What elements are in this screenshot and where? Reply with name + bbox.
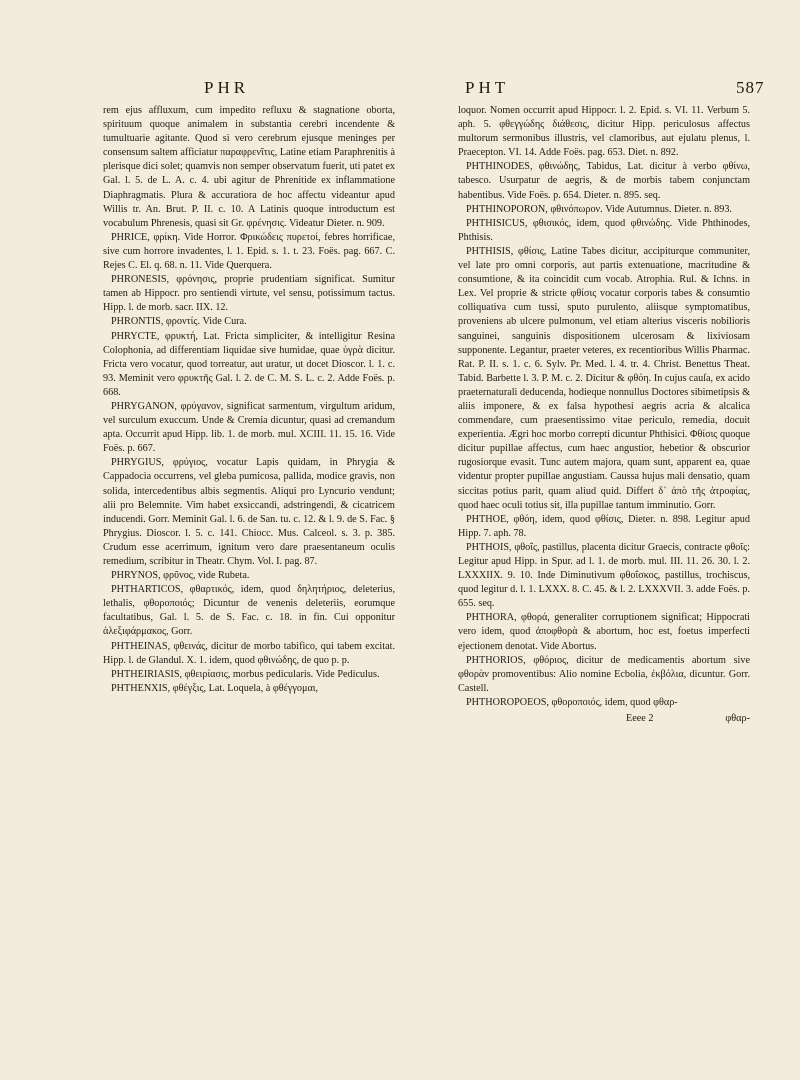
- dictionary-entry: PHTHEINAS, φθεινάς, dicitur de morbo tabifico, qui tabem excitat. Hipp. l. de Glandul. X. 1. idem, quod φθινώδης, de quo p. p.: [103, 640, 395, 666]
- signature-mark: Eeee 2: [625, 713, 654, 725]
- dictionary-entry: PHTHEIRIASIS, φθειρίασις, morbus pedicularis. Vide Pediculus.: [111, 668, 380, 680]
- dictionary-entry: PHTHISICUS, φθισικός, idem, quod φθινώδης. Vide Phthinodes, Phthisis.: [458, 217, 750, 243]
- dictionary-entry: PHRYCTE, φρυκτή, Lat. Fricta simpliciter, & intelligitur Resina Colophonia, ad differentiam liquidae sive humidae, quae ὑγρὰ dicitur. Fricta vero vocatur, quod torreatur, aut uratur, ut docet Dioscor. l. 1. c. 93. Meminit vero φρυκτῆς Gal. l. 2. de C. M. S. L. c. 2. Adde Foës. p. 668.: [103, 330, 395, 398]
- dictionary-entry: PHRONESIS, φρόνησις, proprie prudentiam significat. Sumitur tamen ab Hippocr. pro sentiendi virtute, vel sensu, potissimum tactus. Hipp. l. de morb. sacr. IIX. 12.: [103, 274, 395, 314]
- dictionary-entry: PHTHISIS, φθίσις, Latine Tabes dicitur, accipiturque communiter, vel late pro omni corporis, aut partis extenuatione, macritudine & consumtione, & ita coincidit cum vocab. Atrophia. Rul. & Ichns. in Lex. Vel proprie & stricte φθίσις vocatur corporis tabes & consumtio colliquativa cum tussi, sputo purulento, aliisque symptomatibus, proveniens ab ulcere pulmonum, vel etiam alterius visceris nobilioris sanguinei, sanguinis dispositionem ulcerosam & lixiviosam supponente. Legantur, praeter veteres, ex recentioribus Willis Pharmac. Rat. P. II. s. 1. c. 6. Sylv. Pr. Med. l. 4. tr. 4. Christ. Benettus Theat. Tabid. Barbette l. 3. P. M. c. 2. Dicitur & φθόη. In cujus cauſa, ex acido praeternaturali deducenda, hodieque nonnullus Doctores sibimetipsis & aliis imponere, & ex falsa hypothesi aegris acria & alcalica commendare, cum praesentissimo vitae periculo, remedia, docuit experientia. Ægri hoc morbo correpti dicuntur Phthisici. Φθίσις quoque dicitur pupillae affectus, cum haec angustior, hebetior & obscurior rugosiorque evasit. Tunc autem majora, quam sunt, apparent ea, quae videntur propter pupillae angustiam. Caussa hujus mali densatio, quam siccitas potius parit, quam aliud quid. Differt δ᾽ ἀπὸ τῆς ἀτροφίας, quod haec oculi totius sit, illa pupillae tantum imminutio. Gorr.: [458, 245, 750, 511]
- dictionary-entry: PHTHOIS, φθοΐς, pastillus, placenta dicitur Graecis, contracte φθοῖς: Legitur apud Hipp. in Spur. ad l. 1. de morb. mul. III. 11. 26. 30. l. 2. LXXXIIX. 9. 10. Inde Diminutivum φθοΐσκος, pastillus, trochiscus, quod legitur d. l. 1. LXXX. 8. C. 45. & l. 2. LXXXVII. 3. adde Foës. p. 655. seq.: [458, 541, 750, 610]
- dictionary-entry: rem ejus affluxum, cum impedito refluxu & stagnatione oborta, spirituum quoque animalem in substantia cerebri incendente & tumultuarie agitante. Quod si vero cerebrum ejusque meninges per consensum saltem afficiatur παραφρενῖτις, Latine etiam Paraphrenitis à plerisque dici solet; quamvis non semper observatum fuerit, uti patet ex Gal. l. 5. de L. A. c. 4. ubi agitur de Phrenitide ex inflammatione Diaphragmatis. Plura & accuratiora de hoc affectu videantur apud Willis tr. An. Brut. P. II. c. 10. A Latinis quoque introductum est vocabulum Phrenesis, quasi sit Gr. φρένησις. Videatur Dieter. n. 909.: [103, 105, 395, 229]
- dictionary-entry: PHTHINOPORON, φθινόπωρον. Vide Autumnus. Dieter. n. 893.: [466, 203, 732, 215]
- left-column: [103, 104, 395, 1064]
- dictionary-entry: PHTHOROPOEOS, φθοροποιός, idem, quod φθαρ-: [466, 696, 678, 708]
- dictionary-entry: PHTHENXIS, φθέγξις, Lat. Loquela, à φθέγγομαι,: [111, 682, 319, 694]
- dictionary-entry: PHRONTIS, φροντίς. Vide Cura.: [111, 316, 247, 328]
- running-head-right: PHT: [465, 78, 510, 97]
- dictionary-entry: PHRYNOS, φρῦνος, vide Rubeta.: [111, 570, 250, 582]
- dictionary-entry: loquor. Nomen occurrit apud Hippocr. l. 2. Epid. s. VI. 11. Verbum 5. aph. 5. φθεγγώδης διάθεσις, dicitur Hipp. periculosus affectus multorum sermonibus illustris, vel clamoribus, aut ejulatu plenus, l. Praecepton. VI. 14. Adde Foës. pag. 653. Diet. n. 892.: [458, 105, 750, 159]
- dictionary-entry: PHRYGANON, φρύγανον, significat sarmentum, virgultum aridum, vel surculum exuccum. Unde & Cremia dicuntur, quasi ad cremandum apta. Occurrit apud Hipp. lib. 1. de morb. mul. XCIII. 11. 15. 16. Vide Foës. p. 667.: [103, 400, 395, 455]
- page-number: 587: [736, 78, 765, 97]
- dictionary-entry: PHTHINODES, φθινώδης, Tabidus, Lat. dicitur à verbo φθίνω, tabesco. Usurpatur de aegris, & de morbis tabem conjunctam habentibus. Vide Foës. p. 654. Dieter. n. 895. seq.: [458, 161, 750, 201]
- dictionary-entry: PHTHORIOS, φθόριος, dicitur de medicamentis abortum sive φθορὰν promoventibus: Alio nomine Ecbolia, ἐκβόλια, dicuntur. Gorr. Castell.: [458, 654, 750, 694]
- right-column: [458, 104, 750, 1064]
- page-footer: [458, 712, 750, 726]
- running-head-left: PHR: [204, 78, 250, 97]
- dictionary-entry: PHTHARTICOS, φθαρτικός, idem, quod δηλητήριος, deleterius, lethalis, φθοροποιός; Dicuntur de venenis deleteriis, eorumque facultatibus, Gal. l. 5. de S. Fac. c. 18. in fin. Cui opponitur ἀλεξιφάρμακος, Gorr.: [103, 584, 395, 638]
- dictionary-entry: PHTHOE, φθόη, idem, quod φθίσις, Dieter. n. 898. Legitur apud Hipp. 7. aph. 78.: [458, 513, 750, 539]
- catchword: φθαρ-: [725, 713, 750, 725]
- dictionary-entry: PHRYGIUS, φρύγιος, vocatur Lapis quidam, in Phrygia & Cappadocia occurrens, vel gleba pumicosa, pallida, modice gravis, non solida, intercedentibus albis segmentis. Aliqui pro Lyncurio vendunt; alii pro Belemnite. Vim habet exsiccandi, adstringendi, & cicatricem inducendi. Gorr. Meminit Gal. l. 6. de San. tu. c. 12. & l. 9. de S. Fac. § Phrygius. Dioscor. l. 5. c. 141. Chiocc. Mus. Calceol. s. 3. p. 385. Crudum esse acerrimum, ignitum vero dare praesentaneum oculis remedium, scribitur in Theatr. Chym. Vol. I. pag. 87.: [103, 457, 395, 567]
- dictionary-entry: PHTHORA, φθορά, generaliter corruptionem significat; Hippocrati vero idem, quod ἀποφθορὰ & abortum, hoc est, foetus imperfecti ejectionem denotat. Vide Abortus.: [458, 612, 750, 652]
- dictionary-entry: PHRICE, φρίκη. Vide Horror. Φρικώδεις πυρετοί, febres horrificae, sive cum horrore invadentes, l. 1. Epid. s. 1. t. 23. Foës. pag. 667. C. Rejes C. El. q. 68. n. 11. Vide Querquera.: [103, 231, 395, 272]
